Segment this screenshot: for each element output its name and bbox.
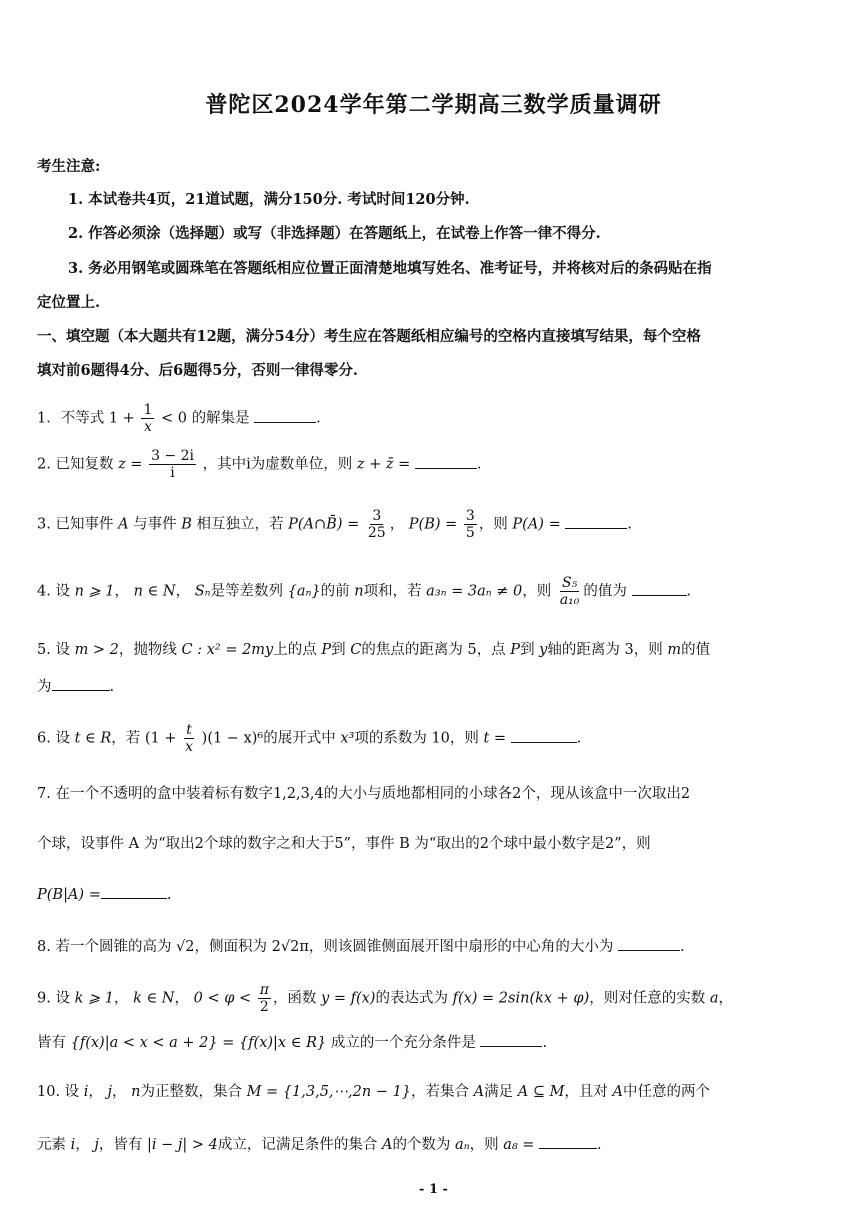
q3-fraction-1: $\frac{3}{25}$ <box>367 508 386 541</box>
notice-item-3-cont: 定位置上. <box>37 294 101 311</box>
q4-answer-blank <box>632 581 687 596</box>
q8-text: 8. 若一个圆锥的高为 <box>37 939 172 955</box>
q6-text: 6. 设 <box>37 730 70 747</box>
question-3: 3. 已知事件 A 与事件 B 相互独立，若 P(A∩B̄) = $\frac{3}{25}$ ， P(B) = $\frac{3}{5}$ ，则 P(A) = . <box>37 508 632 541</box>
question-5: 5. 设 m > 2，抛物线 C : x² = 2my上的点 P到 C的焦点的距离为 5，点 P到 y轴的距离为 3，则 m的值 <box>37 642 711 658</box>
q10-answer-blank <box>539 1134 597 1149</box>
question-7: 7. 在一个不透明的盒中装着标有数字1,2,3,4的大小与质地都相同的小球各2个，现从该盒中一次取出2 <box>37 786 691 802</box>
question-5-cont: 为 . <box>37 676 114 697</box>
q1-ineq: < 0 <box>160 410 187 427</box>
q4-fraction: $\frac{\text{S₅}}{\text{a₁₀}}$ <box>559 575 580 608</box>
question-9-cont: 皆有 {f(x)|a < x < a + 2} = {f(x)|x ∈ R} 成立的一个充分条件是 . <box>37 1032 547 1053</box>
q9-answer-blank <box>480 1032 542 1047</box>
q1-answer-blank <box>254 408 316 423</box>
question-9: 9. 设 k ⩾ 1， k ∈ N， 0 < φ < $\frac{\pi}{2}$ ，函数 y = f(x)的表达式为 f(x) = 2sin(kx + φ)，则对任意的实数 a， <box>37 982 734 1015</box>
q9-text: 9. 设 <box>37 990 70 1007</box>
q2-fraction: $\frac{3 - 2i}{i}$ <box>151 448 195 481</box>
notice-item-3: 3. 务必用钢笔或圆珠笔在答题纸相应位置正面清楚地填写姓名、准考证号，并将核对后的条码贴在指 <box>68 260 712 277</box>
q1-text-2: 的解集是 <box>191 410 250 427</box>
question-8: 8. 若一个圆锥的高为 √2，侧面积为 2√2π，则该圆锥侧面展开图中扇形的中心角的大小为 . <box>37 936 685 957</box>
q6-fraction: $\frac{t}{x}$ <box>185 722 194 755</box>
question-4: 4. 设 n ⩾ 1， n ∈ N， Sₙ是等差数列 {aₙ}的前 n项和，若 a₃ₙ = 3aₙ ≠ 0，则 $\frac{\text{S₅}}{\text{a₁₀}}$ 的值为 . <box>37 575 692 608</box>
q4-text: 4. 设 <box>37 583 70 600</box>
notice-heading: 考生注意: <box>37 158 101 175</box>
question-10-cont: 元素 i， j，皆有 |i − j| > 4成立，记满足条件的集合 A的个数为 aₙ，则 a₈ = . <box>37 1134 602 1155</box>
section-instructions-2: 填对前6题得4分、后6题得5分，否则一律得零分. <box>37 362 358 379</box>
question-6: 6. 设 t ∈ R，若 (1 + $\frac{t}{x}$ )(1 − x)⁶的展开式中 x³项的系数为 10，则 t = . <box>37 722 582 755</box>
q1-fraction: $\frac{1}{x}$ <box>143 402 153 435</box>
notice-item-1: 1. 本试卷共4页，21道试题，满分150分. 考试时间120分钟. <box>68 191 470 208</box>
q3-fraction-2: $\frac{3}{5}$ <box>465 508 475 541</box>
question-7-cont: 个球，设事件 A 为“取出2个球的数字之和大于5”，事件 B 为“取出的2个球中最小数字是2”，则 <box>37 836 651 852</box>
question-2: 2. 已知复数 z = $\frac{3 - 2i}{i}$ ，其中i为虚数单位，则 z + z̄ = . <box>37 448 482 481</box>
page-title: 普陀区2024学年第二学期高三数学质量调研 <box>205 92 662 118</box>
q2-answer-blank <box>415 454 477 469</box>
q9-fraction: $\frac{\pi}{2}$ <box>259 982 269 1015</box>
question-10: 10. 设 i， j， n为正整数，集合 M = {1,3,5,⋯,2n − 1}，若集合 A满足 A ⊆ M，且对 A中任意的两个 <box>37 1084 711 1100</box>
question-1: 1．不等式 1 + $\frac{1}{x}$ < 0 的解集是 . <box>37 402 321 435</box>
q10-text: 10. 设 <box>37 1084 80 1100</box>
q5-text: 5. 设 <box>37 642 70 658</box>
section-instructions-1: 一、填空题（本大题共有12题，满分54分）考生应在答题纸相应编号的空格内直接填写结果，每个空格 <box>37 328 701 345</box>
q7-answer-blank <box>101 884 167 899</box>
notice-item-2: 2. 作答必须涂（选择题）或写（非选择题）在答题纸上，在试卷上作答一律不得分. <box>68 225 601 242</box>
page-number: - 1 - <box>419 1182 448 1197</box>
q8-answer-blank <box>618 936 680 951</box>
q2-text: 2. 已知复数 <box>37 456 114 473</box>
q1-expr: 1 + <box>108 410 135 427</box>
q6-answer-blank <box>511 728 577 743</box>
q3-text: 3. 已知事件 <box>37 516 114 533</box>
q3-answer-blank <box>565 514 627 529</box>
question-7-cont-2: P(B|A) = . <box>37 884 171 905</box>
q1-text: 1．不等式 <box>37 410 105 427</box>
q5-answer-blank <box>52 676 110 691</box>
